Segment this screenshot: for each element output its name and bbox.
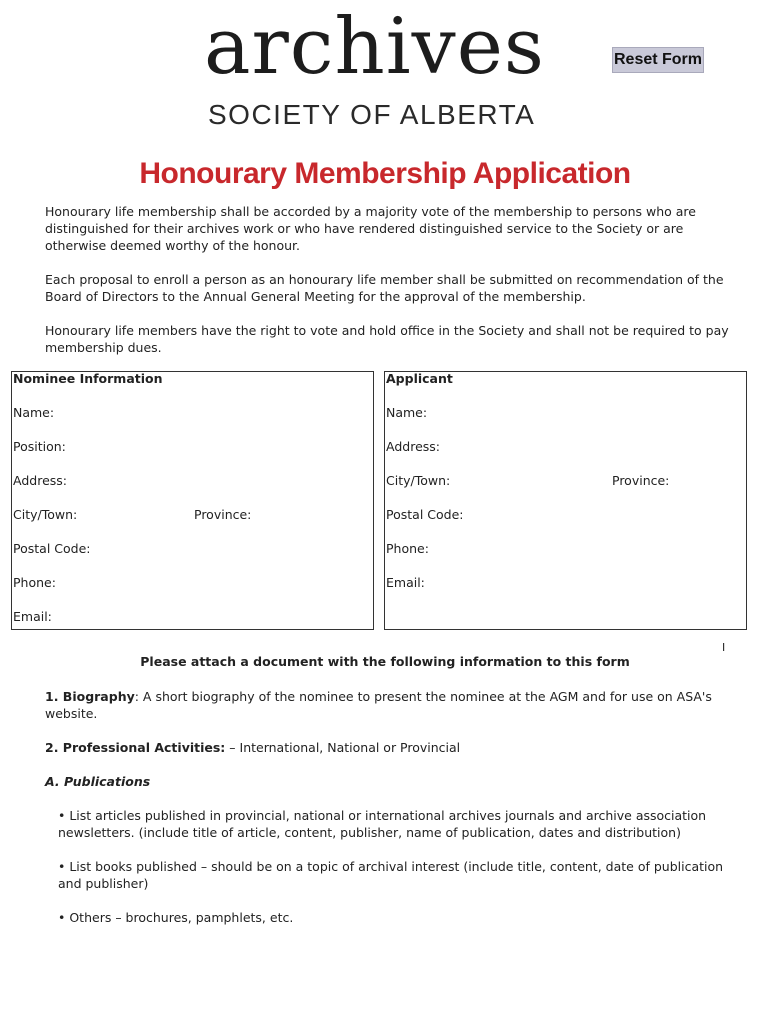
nominee-position-label[interactable]: Position: — [13, 439, 66, 454]
bullet-books: • List books published – should be on a topic of archival interest (include title, content, date of publication and publisher) — [58, 859, 724, 891]
bullet-others: • Others – brochures, pamphlets, etc. — [58, 910, 294, 925]
biography-item — [45, 688, 735, 722]
reset-form-button[interactable]: Reset Form — [612, 47, 704, 73]
intro-paragraph-3: Honourary life members have the right to vote and hold office in the Society and shall not be required to pay membership dues. — [45, 323, 729, 355]
intro-paragraph-1: Honourary life membership shall be accorded by a majority vote of the membership to persons who are distinguished for their archives work or who have rendered distinguished service to the Society or are otherwise deemed worthy of the honour. — [45, 204, 696, 253]
logo-society-of-alberta: SOCIETY OF ALBERTA — [208, 99, 536, 130]
applicant-box — [384, 371, 747, 630]
nominee-name-label[interactable]: Name: — [13, 405, 55, 420]
nominee-heading: Nominee Information — [13, 371, 163, 386]
applicant-phone-label[interactable]: Phone: — [386, 541, 429, 556]
nominee-address-label[interactable]: Address: — [13, 473, 67, 488]
intro-paragraph-2: Each proposal to enroll a person as an honourary life member shall be submitted on recommendation of the Board of Directors to the Annual General Meeting for the approval of the membership. — [45, 272, 724, 304]
applicant-province-label[interactable]: Province: — [612, 473, 670, 488]
professional-activities-label: 2. Professional Activities: — [45, 740, 226, 755]
nominee-city-label[interactable]: City/Town: — [13, 507, 78, 522]
applicant-city-label[interactable]: City/Town: — [386, 473, 451, 488]
nominee-email-label[interactable]: Email: — [13, 609, 52, 624]
professional-activities-text: – International, National or Provincial — [225, 740, 461, 755]
logo-archives: archives — [204, 2, 545, 92]
nominee-postal-code-label[interactable]: Postal Code: — [13, 541, 91, 556]
nominee-province-label[interactable]: Province: — [194, 507, 252, 522]
bullet-articles: • List articles published in provincial, national or international archives journals and archive association newsletters. (include title of article, content, publisher, name of publication, dates and distribution) — [58, 808, 707, 840]
attach-heading: Please attach a document with the following information to this form — [140, 654, 630, 669]
applicant-email-label[interactable]: Email: — [386, 575, 425, 590]
page-number: I — [722, 641, 726, 654]
professional-activities-item — [45, 739, 735, 756]
applicant-name-label[interactable]: Name: — [386, 405, 428, 420]
publications-heading: A. Publications — [45, 774, 151, 789]
nominee-information-box — [11, 371, 374, 630]
applicant-address-label[interactable]: Address: — [386, 439, 440, 454]
page-title: Honourary Membership Application — [139, 157, 631, 190]
biography-label: 1. Biography — [45, 689, 135, 704]
applicant-heading: Applicant — [386, 371, 453, 386]
nominee-phone-label[interactable]: Phone: — [13, 575, 56, 590]
applicant-postal-code-label[interactable]: Postal Code: — [386, 507, 464, 522]
biography-text: : A short biography of the nominee to present the nominee at the AGM and for use on ASA's website. — [45, 689, 712, 721]
